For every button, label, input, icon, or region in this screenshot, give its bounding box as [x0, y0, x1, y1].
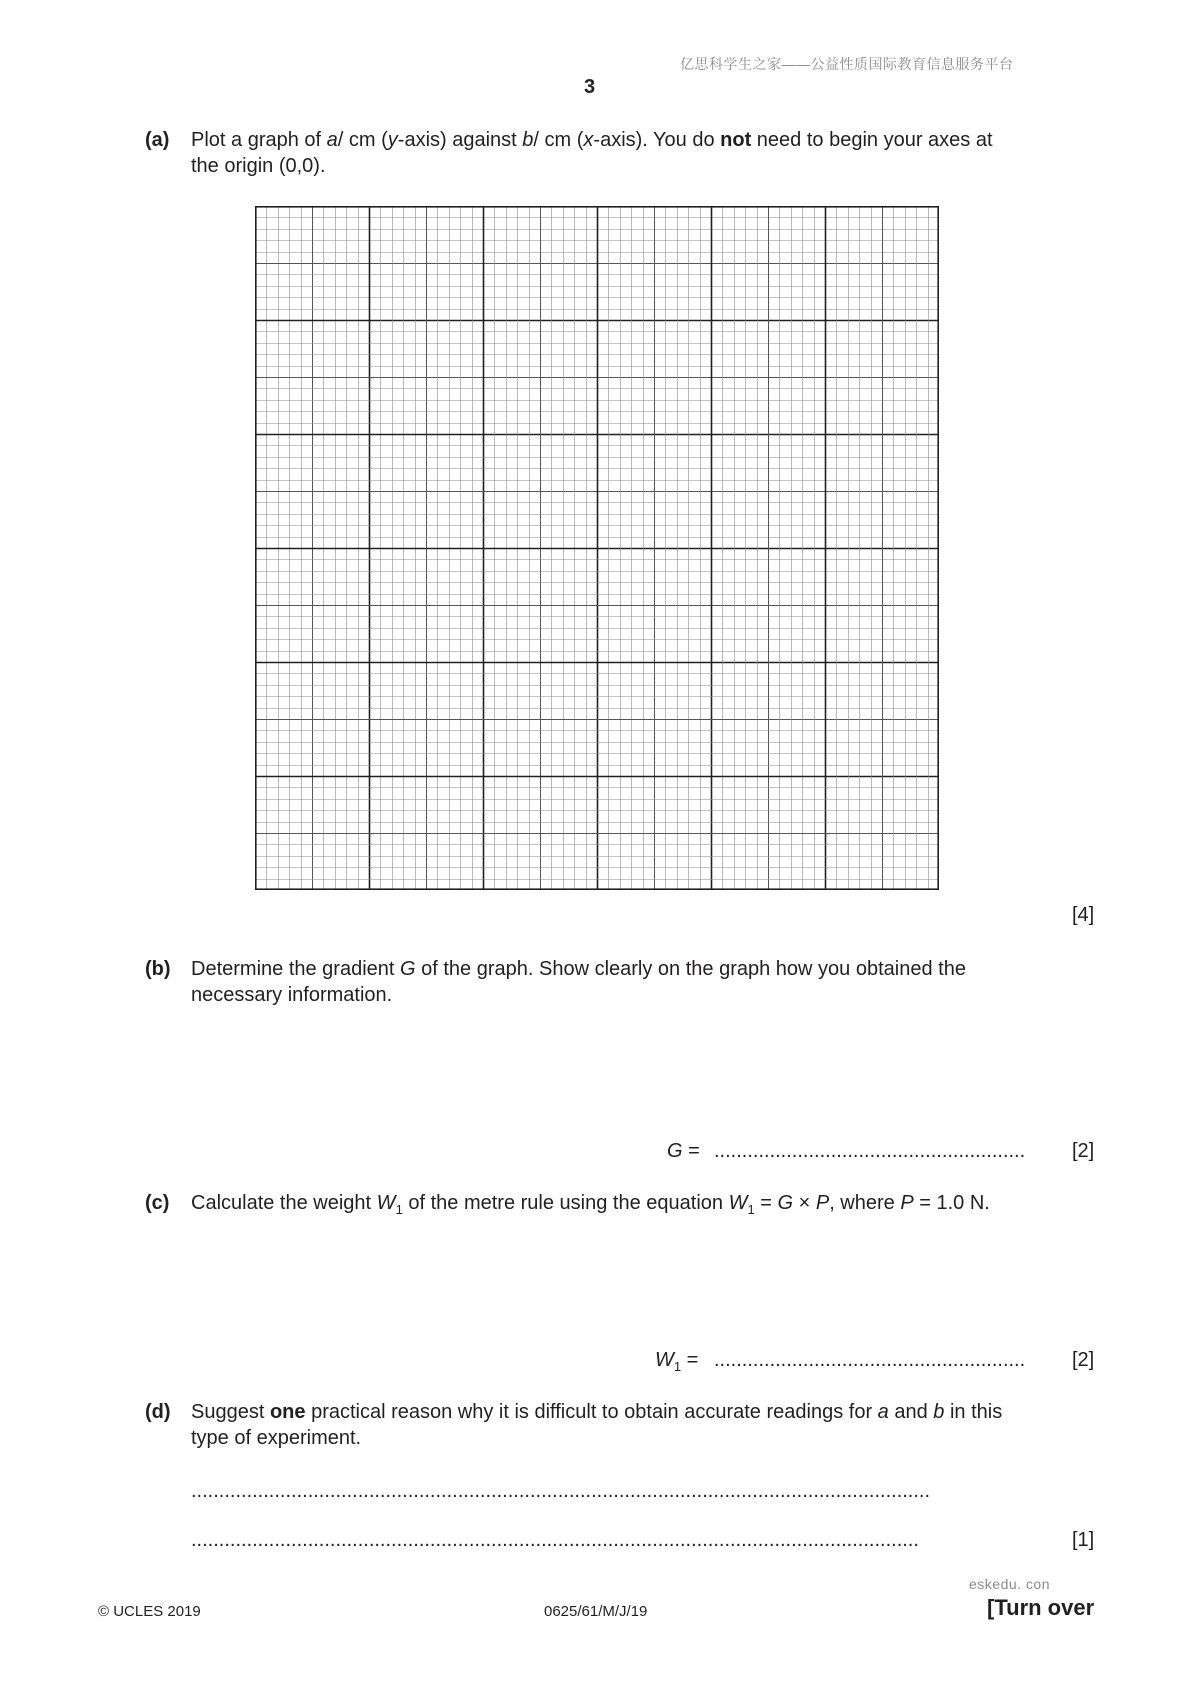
part-d-answer-line-2[interactable]: ...................................................................................................................................	[191, 1529, 919, 1551]
turn-over: [Turn over	[987, 1595, 1095, 1620]
part-a-label: (a)	[145, 129, 170, 151]
copyright: © UCLES 2019	[98, 1603, 201, 1620]
header-watermark: 亿思科学生之家——公益性质国际教育信息服务平台	[680, 56, 1014, 72]
part-a-text-line2: the origin (0,0).	[191, 155, 326, 177]
part-d-text-line2: type of experiment.	[191, 1427, 362, 1449]
part-b-text-line2: necessary information.	[191, 984, 393, 1006]
weight-answer-field[interactable]: ........................................................	[714, 1349, 1026, 1371]
part-d-marks: [1]	[1072, 1529, 1095, 1551]
part-d-text: Suggest one practical reason why it is difficult to obtain accurate readings for a and b in this	[191, 1401, 1003, 1423]
page-number: 3	[584, 76, 596, 98]
weight-answer-label: $W_1$ =	[655, 1349, 699, 1374]
part-d-label: (d)	[145, 1401, 171, 1423]
part-a-marks: [4]	[1072, 904, 1095, 926]
graph-paper[interactable]	[255, 206, 939, 890]
part-b-text: Determine the gradient G of the graph. Show clearly on the graph how you obtained the	[191, 958, 966, 980]
part-b-label: (b)	[145, 958, 171, 980]
part-c-label: (c)	[145, 1192, 170, 1214]
gradient-answer-label: G =	[667, 1140, 700, 1162]
part-c-text: Calculate the weight $W_1$ of the metre rule using the equation $W_1 = G \times P$, where P = 1.0 N.	[191, 1192, 990, 1217]
part-d-answer-line-1[interactable]: .....................................................................................................................................	[191, 1480, 931, 1502]
part-c-marks: [2]	[1072, 1349, 1095, 1371]
paper-code: 0625/61/M/J/19	[544, 1603, 648, 1620]
part-b-marks: [2]	[1072, 1140, 1095, 1162]
gradient-answer-field[interactable]: ........................................................	[714, 1140, 1026, 1162]
footer-watermark: eskedu. con	[969, 1576, 1050, 1592]
graph-grid[interactable]	[255, 206, 939, 890]
part-a-text: Plot a graph of a/ cm (y-axis) against b/ cm (x-axis). You do not need to begin your axes at	[191, 129, 993, 151]
